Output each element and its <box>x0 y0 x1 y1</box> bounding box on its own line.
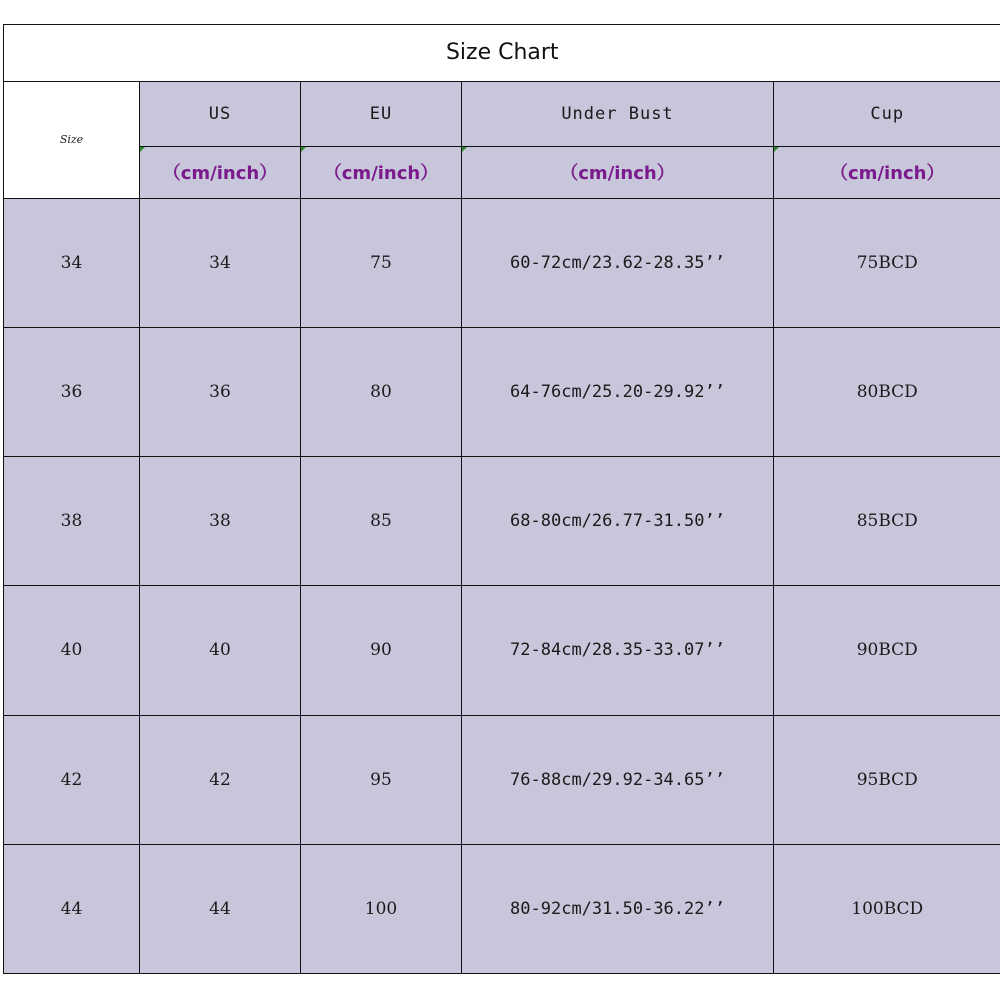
unit-row <box>4 147 1000 198</box>
eu-column-header: EU <box>301 81 462 147</box>
table-row <box>4 715 1000 844</box>
under-bust-cell: 76-88cm/29.92-34.65’’ <box>462 715 774 844</box>
under-bust-cell: 72-84cm/28.35-33.07’’ <box>462 586 774 715</box>
under-bust-unit-label: （cm/inch） <box>462 147 774 198</box>
cup-cell: 80BCD <box>774 327 1000 456</box>
eu-cell: 95 <box>301 715 462 844</box>
table-row <box>4 586 1000 715</box>
size-column-header: Size <box>4 81 140 198</box>
size-cell: 38 <box>4 457 140 586</box>
table-row <box>4 198 1000 327</box>
size-cell: 36 <box>4 327 140 456</box>
size-chart-table <box>3 24 1000 974</box>
us-cell: 44 <box>140 844 301 973</box>
cup-cell: 90BCD <box>774 586 1000 715</box>
cup-unit-label: （cm/inch） <box>774 147 1000 198</box>
eu-unit-label: （cm/inch） <box>301 147 462 198</box>
us-cell: 42 <box>140 715 301 844</box>
chart-title: Size Chart <box>4 25 1000 82</box>
size-cell: 34 <box>4 198 140 327</box>
cup-column-header: Cup <box>774 81 1000 147</box>
size-cell: 40 <box>4 586 140 715</box>
under-bust-cell: 60-72cm/23.62-28.35’’ <box>462 198 774 327</box>
eu-cell: 80 <box>301 327 462 456</box>
eu-cell: 85 <box>301 457 462 586</box>
under-bust-column-header: Under Bust <box>462 81 774 147</box>
cup-cell: 100BCD <box>774 844 1000 973</box>
us-cell: 36 <box>140 327 301 456</box>
us-cell: 34 <box>140 198 301 327</box>
cup-cell: 75BCD <box>774 198 1000 327</box>
under-bust-cell: 64-76cm/25.20-29.92’’ <box>462 327 774 456</box>
header-row <box>4 81 1000 147</box>
under-bust-cell: 80-92cm/31.50-36.22’’ <box>462 844 774 973</box>
under-bust-cell: 68-80cm/26.77-31.50’’ <box>462 457 774 586</box>
us-cell: 40 <box>140 586 301 715</box>
eu-cell: 75 <box>301 198 462 327</box>
eu-cell: 100 <box>301 844 462 973</box>
title-row <box>4 25 1000 82</box>
cup-cell: 85BCD <box>774 457 1000 586</box>
table-row <box>4 457 1000 586</box>
size-cell: 42 <box>4 715 140 844</box>
table-row <box>4 327 1000 456</box>
cup-cell: 95BCD <box>774 715 1000 844</box>
table-row <box>4 844 1000 973</box>
us-cell: 38 <box>140 457 301 586</box>
us-unit-label: （cm/inch） <box>140 147 301 198</box>
us-column-header: US <box>140 81 301 147</box>
eu-cell: 90 <box>301 586 462 715</box>
size-cell: 44 <box>4 844 140 973</box>
